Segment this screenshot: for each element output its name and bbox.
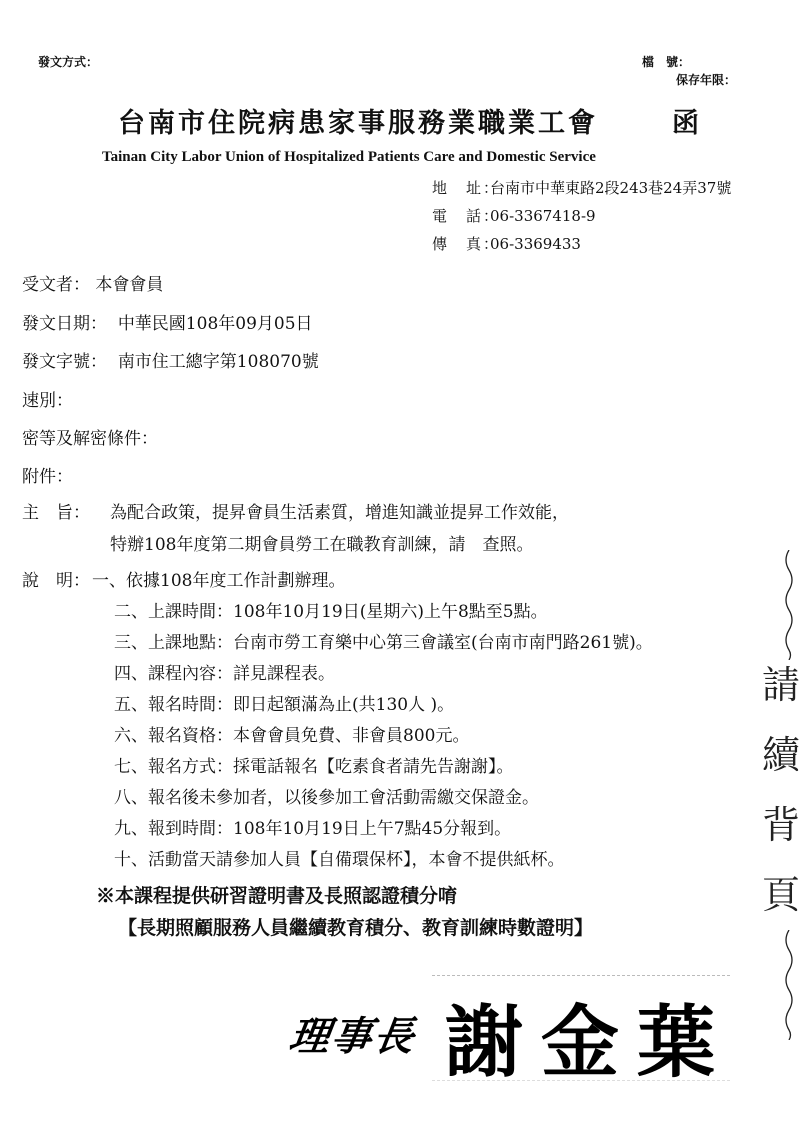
- send-method-label: 發文方式：: [38, 55, 99, 69]
- address-row: [432, 177, 731, 198]
- reference-value: 南市住工總字第108070號: [117, 352, 319, 372]
- subject-label: 主 旨：: [22, 503, 90, 523]
- handwritten-see-back-note: 請續背頁: [762, 663, 800, 917]
- explanation-item: 五、報名時間：即日起額滿為止(共130人 )。: [114, 695, 455, 715]
- date-label: 發文日期：: [22, 314, 107, 334]
- phone-row: [432, 205, 596, 226]
- chairman-name-stamp: 謝金葉: [445, 997, 734, 1088]
- recipient-row: [22, 270, 163, 295]
- explanation-item: 七、報名方式：採電話報名【吃素食者請先告謝謝】。: [114, 757, 514, 777]
- phone-label: 電 話：: [432, 207, 501, 225]
- date-value: 中華民國108年09月05日: [117, 314, 313, 334]
- document-type: 函: [672, 108, 702, 139]
- explanation-item: 二、上課時間：108年10月19日(星期六)上午8點至5點。: [114, 602, 548, 622]
- address-value: 台南市中華東路2段243巷24弄37號: [490, 179, 732, 197]
- chairman-title-signature: 理事長: [286, 1013, 419, 1060]
- subject-line-2: 特辦108年度第二期會員勞工在職教育訓練，請 查照。: [110, 535, 534, 555]
- explanation-item: 三、上課地點：台南市勞工育樂中心第三會議室(台南市南門路261號)。: [114, 633, 653, 653]
- reference-row: [22, 347, 319, 372]
- organization-english-name: Tainan City Labor Union of Hospitalized Patients Care and Domestic Service: [102, 149, 596, 165]
- fax-label: 傳 真：: [432, 235, 501, 253]
- explanation-item: 六、報名資格：本會會員免費、非會員800元。: [114, 726, 470, 746]
- recipient-value: 本會會員: [95, 275, 164, 295]
- explanation-item: 九、報到時間：108年10月19日上午7點45分報到。: [114, 819, 512, 839]
- address-label: 地 址：: [432, 179, 501, 197]
- fax-value: 06-3369433: [490, 235, 581, 253]
- file-number-label: 檔 號：: [642, 55, 691, 69]
- explanation-item: 一、依據108年度工作計劃辦理。: [92, 571, 346, 591]
- margin-wave-mark-bottom: [782, 930, 796, 1040]
- recipient-label: 受文者：: [22, 275, 90, 295]
- notice-line-2: 【長期照顧服務人員繼續教育積分、教育訓練時數證明】: [118, 917, 594, 939]
- fax-row: [432, 233, 581, 254]
- explanation-item: 八、報名後未參加者，以後參加工會活動需繳交保證金。: [114, 788, 539, 808]
- margin-wave-mark-top: [782, 550, 796, 660]
- reference-label: 發文字號：: [22, 352, 107, 372]
- attachment-label: 附件：: [22, 467, 73, 487]
- phone-value: 06-3367418-9: [490, 207, 596, 225]
- notice-line-1: ※本課程提供研習證明書及長照認證積分唷: [96, 885, 458, 907]
- retention-period-label: 保存年限：: [676, 73, 737, 87]
- explanation-item: 十、活動當天請參加人員【自備環保杯】，本會不提供紙杯。: [114, 850, 565, 870]
- explanation-label: 說 明：: [22, 571, 90, 591]
- speed-label: 速別：: [22, 391, 73, 411]
- organization-title: 台南市住院病患家事服務業職業工會: [118, 108, 598, 139]
- date-row: [22, 309, 313, 334]
- subject-line-1: 為配合政策，提昇會員生活素質，增進知識並提昇工作效能，: [110, 503, 569, 523]
- explanation-item: 四、課程內容：詳見課程表。: [114, 664, 335, 684]
- secrecy-label: 密等及解密條件：: [22, 429, 158, 449]
